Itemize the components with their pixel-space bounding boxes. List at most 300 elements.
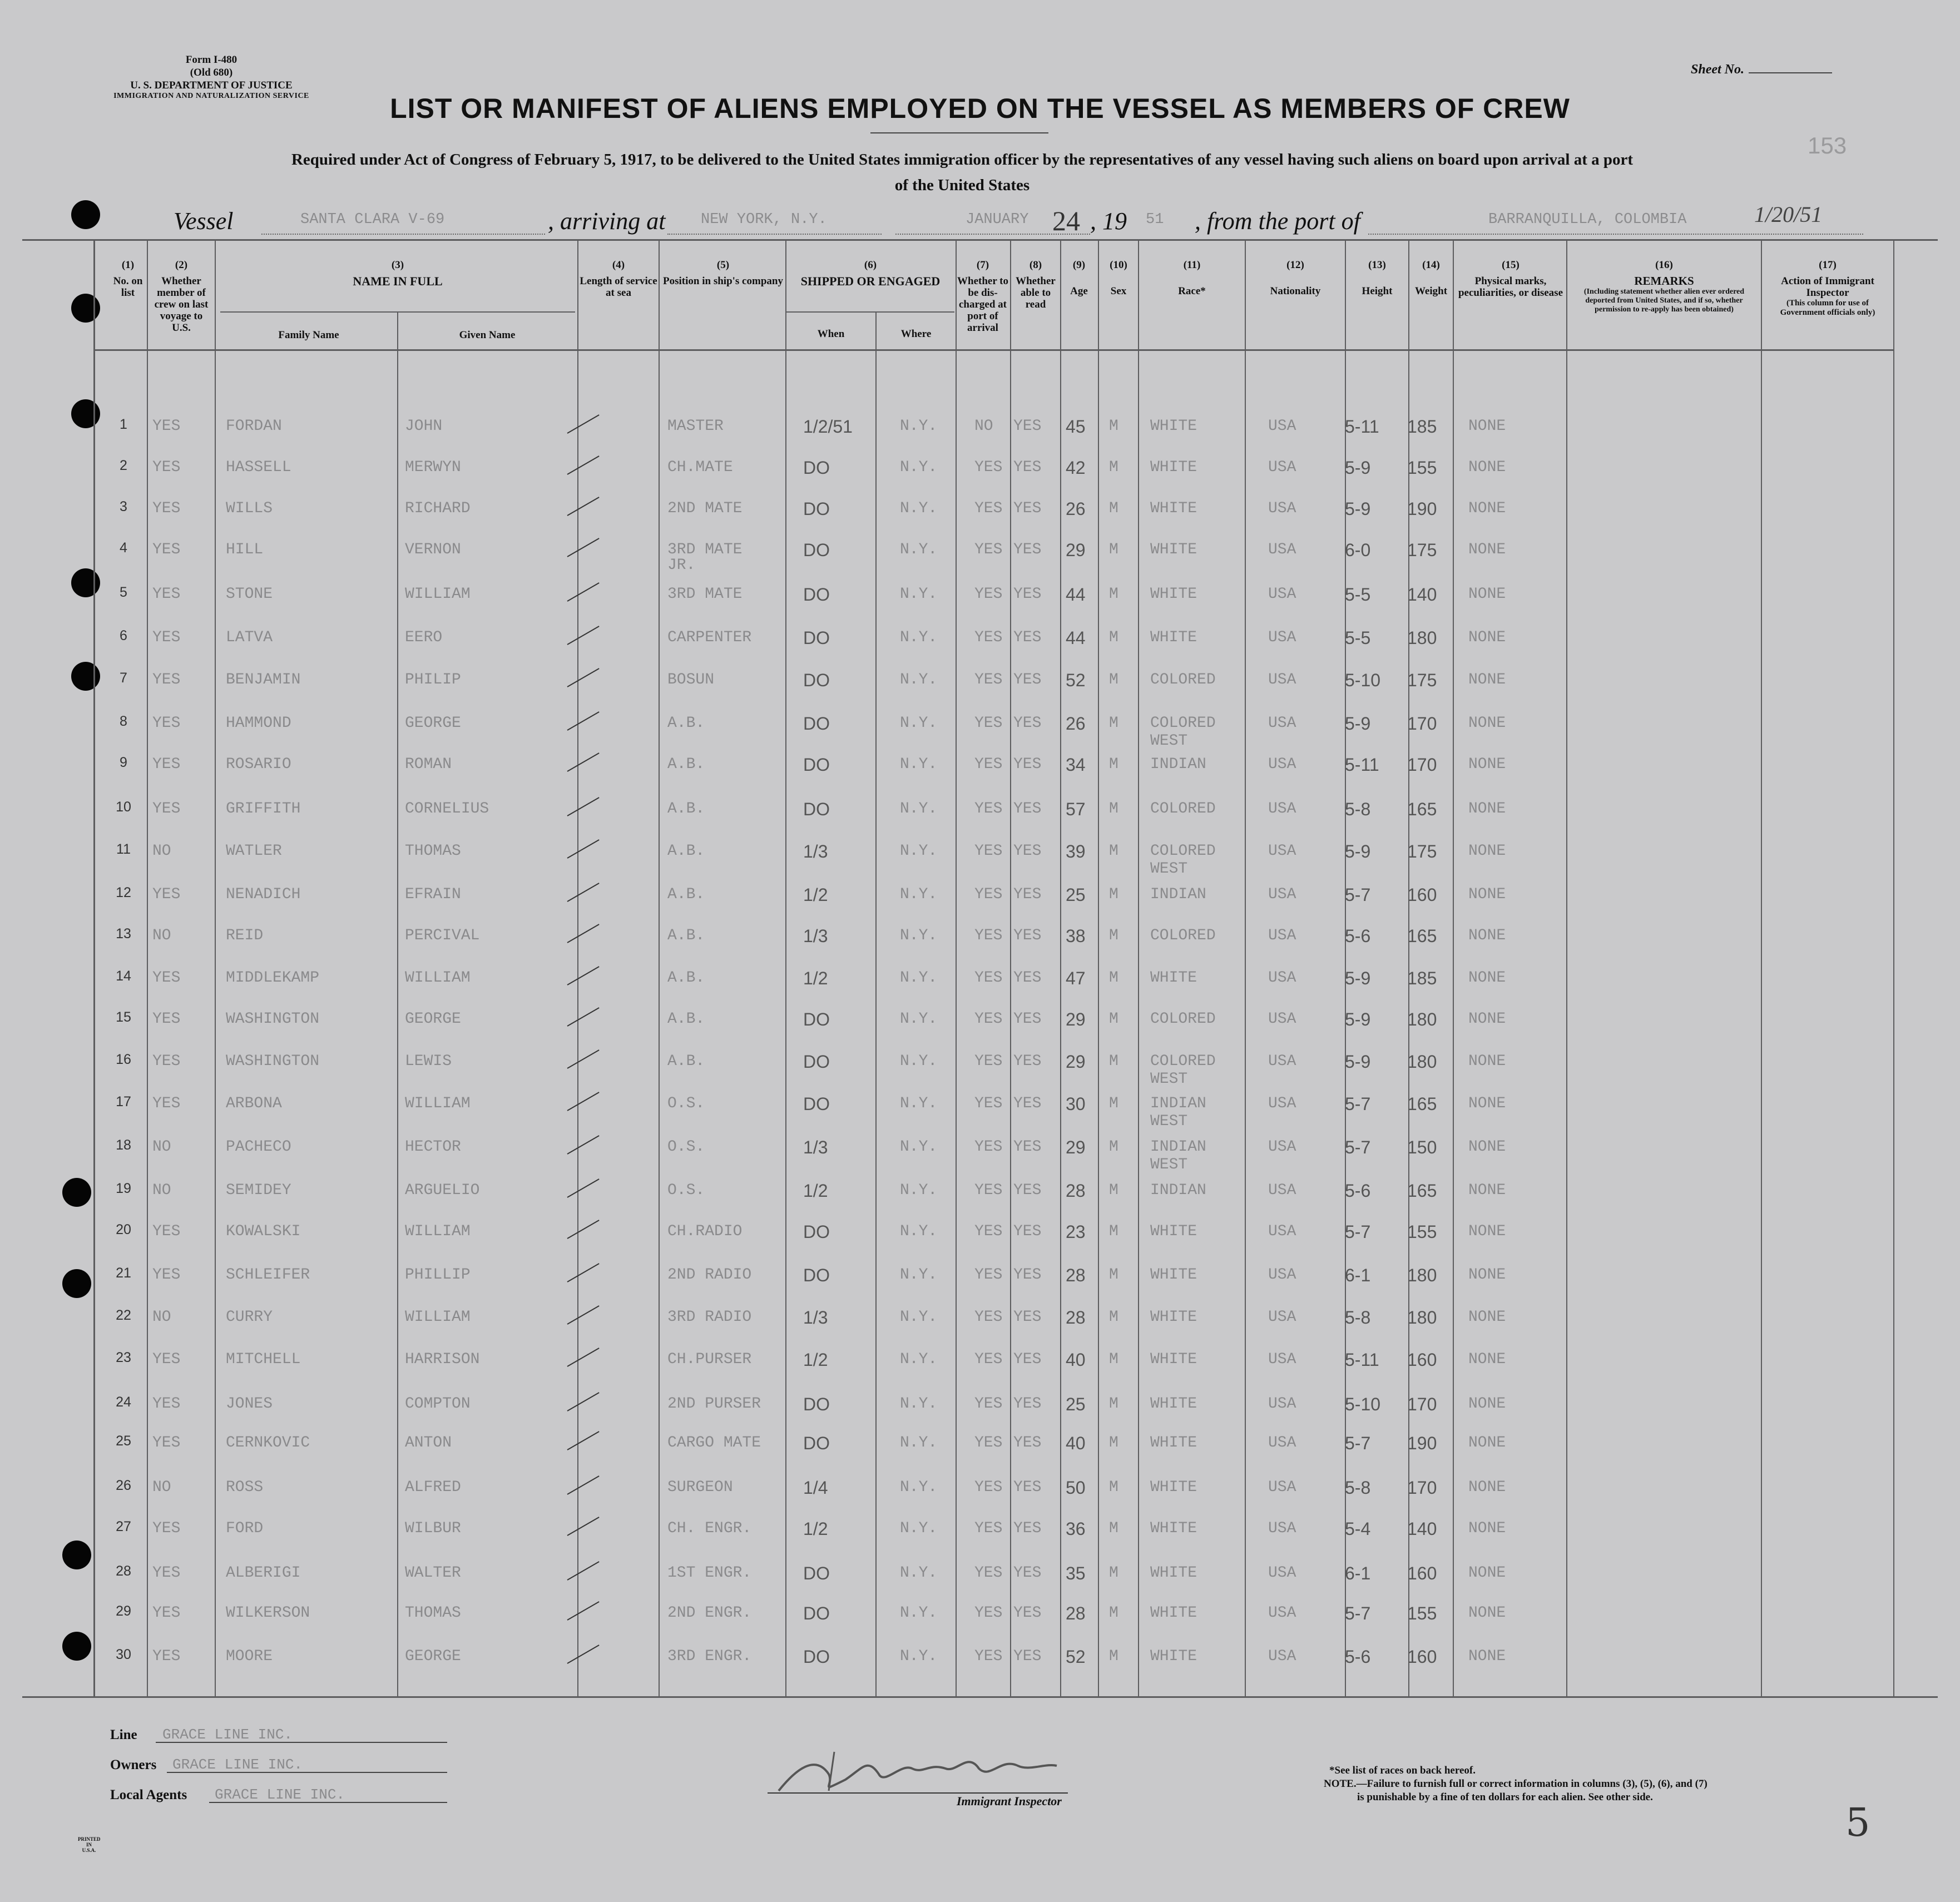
nationality-cell: USA — [1268, 1479, 1296, 1496]
date-underline — [895, 234, 1090, 235]
race-cell: WHITE — [1150, 1479, 1197, 1496]
page-number-mark: 5 — [1845, 1800, 1870, 1845]
able-to-read-cell: YES — [1013, 1223, 1042, 1240]
sex-cell: M — [1109, 1351, 1118, 1368]
family-name-cell: WILKERSON — [226, 1604, 310, 1622]
age-cell: 35 — [1066, 1563, 1086, 1583]
weight-cell: 185 — [1407, 417, 1437, 437]
subtitle-line-1: Required under Act of Congress of February 5, 1917, to be delivered to the United States immigration officer by the representatives of any vessel having such aliens on board upon arrival at a port — [291, 151, 1634, 169]
sex-cell: M — [1109, 756, 1118, 773]
able-to-read-cell: YES — [1013, 1479, 1042, 1496]
able-to-read-cell: YES — [1013, 1604, 1042, 1622]
header-number: (17) — [1819, 259, 1837, 271]
age-cell: 50 — [1066, 1478, 1086, 1498]
vessel-underline — [261, 234, 545, 235]
age-cell: 52 — [1066, 1647, 1086, 1667]
shipped-where-cell: N.Y. — [900, 1053, 938, 1070]
given-name-cell: RICHARD — [405, 500, 471, 517]
family-name-cell: ROSS — [226, 1479, 264, 1496]
height-cell: 5-5 — [1345, 585, 1371, 605]
position-cell: A.B. — [667, 800, 705, 818]
discharged-cell: YES — [974, 1564, 1003, 1582]
height-cell: 5-7 — [1345, 1603, 1371, 1623]
race-cell: INDIAN — [1150, 756, 1206, 773]
able-to-read-cell: YES — [1013, 800, 1042, 818]
discharged-cell: YES — [974, 1309, 1003, 1326]
header-physical-marks — [1456, 259, 1565, 299]
age-cell: 26 — [1066, 714, 1086, 734]
position-cell-line2: JR. — [667, 557, 696, 574]
position-cell: 1ST ENGR. — [667, 1564, 752, 1582]
header-nationality — [1246, 259, 1345, 297]
table-bottom-rule — [22, 1696, 1938, 1698]
row-number-cell: 6 — [120, 628, 127, 643]
physical-marks-cell: NONE — [1468, 1434, 1506, 1452]
discharged-cell: YES — [974, 1138, 1003, 1156]
last-voyage-cell: NO — [152, 1182, 171, 1199]
year-label: , 19 — [1090, 207, 1127, 235]
family-name-cell: HASSELL — [226, 459, 291, 476]
height-cell: 5-7 — [1345, 1222, 1371, 1242]
position-cell: A.B. — [667, 886, 705, 903]
length-of-service-tick — [567, 752, 600, 772]
departure-date: 1/20/51 — [1754, 202, 1823, 227]
physical-marks-cell: NONE — [1468, 800, 1506, 818]
physical-marks-cell: NONE — [1468, 1223, 1506, 1240]
footnote-races: *See list of races on back hereof. — [1329, 1765, 1476, 1776]
family-name-cell: REID — [226, 927, 264, 944]
height-cell: 5-8 — [1345, 1307, 1371, 1328]
header-text: Race* — [1178, 285, 1206, 297]
weight-cell: 140 — [1407, 585, 1437, 605]
column-divider — [1566, 239, 1567, 1697]
nationality-cell: USA — [1268, 1604, 1296, 1622]
row-number-cell: 12 — [116, 885, 131, 900]
header-when: When — [817, 328, 845, 340]
nationality-cell: USA — [1268, 671, 1296, 689]
weight-cell: 165 — [1407, 926, 1437, 946]
last-voyage-cell: YES — [152, 886, 181, 903]
race-cell: WHITE — [1150, 629, 1197, 646]
row-number-cell: 26 — [116, 1478, 131, 1493]
nationality-cell: USA — [1268, 927, 1296, 944]
height-cell: 5-7 — [1345, 1137, 1371, 1157]
position-cell: O.S. — [667, 1182, 705, 1199]
header-age — [1061, 259, 1097, 297]
weight-cell: 180 — [1407, 1265, 1437, 1285]
discharged-cell: YES — [974, 500, 1003, 517]
given-name-cell: PERCIVAL — [405, 927, 480, 944]
last-voyage-cell: YES — [152, 1053, 181, 1070]
header-number: (15) — [1502, 259, 1520, 271]
length-of-service-tick — [567, 1645, 600, 1664]
header-remarks-note: (Including statement whether alien ever ordered deported from United States, and if so, whether permission to re-apply has been obtained) — [1583, 288, 1745, 314]
age-cell: 28 — [1066, 1181, 1086, 1201]
shipped-where-cell: N.Y. — [900, 1564, 938, 1582]
shipped-when-cell: DO — [803, 1265, 830, 1285]
last-voyage-cell: NO — [152, 1309, 171, 1326]
weight-cell: 170 — [1407, 755, 1437, 775]
race-cell: WHITE — [1150, 418, 1197, 435]
age-cell: 29 — [1066, 1137, 1086, 1157]
voyage-line — [0, 202, 1960, 240]
length-of-service-tick — [567, 1517, 600, 1536]
sex-cell: M — [1109, 418, 1118, 435]
last-voyage-cell: YES — [152, 459, 181, 476]
nationality-cell: USA — [1268, 418, 1296, 435]
physical-marks-cell: NONE — [1468, 843, 1506, 860]
weight-cell: 155 — [1407, 1222, 1437, 1242]
nationality-cell: USA — [1268, 541, 1296, 558]
row-number-cell: 11 — [116, 841, 131, 857]
sex-cell: M — [1109, 715, 1118, 732]
sex-cell: M — [1109, 1266, 1118, 1284]
able-to-read-cell: YES — [1013, 1434, 1042, 1452]
given-name-cell: THOMAS — [405, 1604, 461, 1622]
physical-marks-cell: NONE — [1468, 1648, 1506, 1665]
family-name-cell: STONE — [226, 586, 273, 603]
length-of-service-tick — [567, 924, 600, 943]
family-name-cell: HILL — [226, 541, 264, 558]
discharged-cell: YES — [974, 541, 1003, 558]
height-cell: 5-6 — [1345, 926, 1371, 946]
header-given-name: Given Name — [459, 329, 516, 341]
position-cell: 3RD MATE — [667, 541, 743, 558]
length-of-service-tick — [567, 883, 600, 902]
sex-cell: M — [1109, 1182, 1118, 1199]
family-name-cell: PACHECO — [226, 1138, 291, 1156]
family-name-cell: LATVA — [226, 629, 273, 646]
height-cell: 5-11 — [1345, 417, 1379, 437]
header-text: No. on list — [113, 275, 143, 299]
binder-hole — [71, 568, 100, 597]
departure-port: BARRANQUILLA, COLOMBIA — [1488, 211, 1687, 228]
nationality-cell: USA — [1268, 843, 1296, 860]
weight-cell: 155 — [1407, 1603, 1437, 1623]
length-of-service-tick — [567, 1561, 600, 1581]
last-voyage-cell: YES — [152, 1266, 181, 1284]
sex-cell: M — [1109, 541, 1118, 558]
weight-cell: 155 — [1407, 458, 1437, 478]
row-number-cell: 7 — [120, 670, 127, 686]
given-name-cell: THOMAS — [405, 843, 461, 860]
weight-cell: 175 — [1407, 540, 1437, 560]
row-number-cell: 21 — [116, 1265, 131, 1281]
shipped-when-cell: 1/2 — [803, 885, 828, 905]
position-cell: CARGO MATE — [667, 1434, 761, 1452]
family-name-cell: JONES — [226, 1395, 273, 1413]
column-divider — [397, 311, 398, 1697]
page-title: LIST OR MANIFEST OF ALIENS EMPLOYED ON THE VESSEL AS MEMBERS OF CREW — [390, 93, 1570, 124]
header-text: Nationality — [1270, 285, 1321, 297]
header-text: Position in ship's company — [663, 275, 783, 287]
physical-marks-cell: NONE — [1468, 927, 1506, 944]
given-name-cell: CORNELIUS — [405, 800, 489, 818]
shipped-when-cell: 1/2 — [803, 1350, 828, 1370]
position-cell: A.B. — [667, 1011, 705, 1028]
height-cell: 6-1 — [1345, 1265, 1371, 1285]
height-cell: 5-6 — [1345, 1647, 1371, 1667]
discharged-cell: YES — [974, 1648, 1003, 1665]
nationality-cell: USA — [1268, 586, 1296, 603]
shipped-where-cell: N.Y. — [900, 1351, 938, 1368]
family-name-cell: HAMMOND — [226, 715, 291, 732]
able-to-read-cell: YES — [1013, 1182, 1042, 1199]
height-cell: 5-6 — [1345, 1181, 1371, 1201]
family-name-cell: NENADICH — [226, 886, 301, 903]
discharged-cell: YES — [974, 1434, 1003, 1452]
shipped-where-cell: N.Y. — [900, 715, 938, 732]
sheet-number — [1691, 62, 1832, 77]
printed-in-usa-mark — [78, 1836, 100, 1853]
physical-marks-cell: NONE — [1468, 1309, 1506, 1326]
sex-cell: M — [1109, 1138, 1118, 1156]
last-voyage-cell: YES — [152, 1648, 181, 1665]
row-number-cell: 15 — [116, 1009, 131, 1025]
race-cell: WHITE — [1150, 459, 1197, 476]
physical-marks-cell: NONE — [1468, 1395, 1506, 1413]
local-agents-underline — [209, 1802, 447, 1803]
arriving-underline — [667, 234, 882, 235]
shipped-where-cell: N.Y. — [900, 1520, 938, 1537]
length-of-service-tick — [567, 1049, 600, 1069]
given-name-cell: WILBUR — [405, 1520, 461, 1537]
position-cell: A.B. — [667, 715, 705, 732]
last-voyage-cell: YES — [152, 671, 181, 689]
discharged-cell: YES — [974, 756, 1003, 773]
family-name-cell: SCHLEIFER — [226, 1266, 310, 1284]
able-to-read-cell: YES — [1013, 671, 1042, 689]
line-label: Line — [110, 1727, 137, 1742]
printed-country-label: U.S.A. — [82, 1847, 96, 1853]
position-cell: CH. ENGR. — [667, 1520, 752, 1537]
length-of-service-tick — [567, 414, 600, 434]
weight-cell: 175 — [1407, 841, 1437, 861]
row-number-cell: 23 — [116, 1350, 131, 1365]
last-voyage-cell: YES — [152, 1520, 181, 1537]
physical-marks-cell: NONE — [1468, 1095, 1506, 1112]
able-to-read-cell: YES — [1013, 886, 1042, 903]
weight-cell: 160 — [1407, 1563, 1437, 1583]
row-number-cell: 16 — [116, 1052, 131, 1067]
discharged-cell: YES — [974, 1011, 1003, 1028]
physical-marks-cell: NONE — [1468, 1604, 1506, 1622]
shipped-where-cell: N.Y. — [900, 418, 938, 435]
discharged-cell: YES — [974, 1520, 1003, 1537]
position-cell: CH.RADIO — [667, 1223, 743, 1240]
row-number-cell: 4 — [120, 540, 127, 556]
local-agents-value: GRACE LINE INC. — [215, 1786, 345, 1803]
sheet-label: Sheet No. — [1691, 62, 1744, 77]
column-divider — [659, 239, 660, 1697]
age-cell: 25 — [1066, 885, 1086, 905]
shipped-where-cell: N.Y. — [900, 1266, 938, 1284]
race-cell: WHITE — [1150, 1564, 1197, 1582]
race-cell-line2: WEST — [1150, 860, 1188, 878]
shipped-when-cell: 1/3 — [803, 1307, 828, 1328]
position-cell: A.B. — [667, 843, 705, 860]
race-cell: WHITE — [1150, 1309, 1197, 1326]
shipped-when-cell: DO — [803, 458, 830, 478]
header-shipped-or-engaged — [786, 259, 954, 287]
physical-marks-cell: NONE — [1468, 500, 1506, 517]
page-stamp: 153 — [1808, 132, 1847, 158]
able-to-read-cell: YES — [1013, 1011, 1042, 1028]
weight-cell: 180 — [1407, 1052, 1437, 1072]
shipped-where-cell: N.Y. — [900, 843, 938, 860]
last-voyage-cell: YES — [152, 1564, 181, 1582]
nationality-cell: USA — [1268, 1520, 1296, 1537]
footnote — [1324, 1764, 1791, 1804]
header-number: (6) — [864, 259, 877, 271]
position-cell: O.S. — [667, 1095, 705, 1112]
position-cell: 2ND RADIO — [667, 1266, 752, 1284]
shipped-when-cell: 1/2 — [803, 1181, 828, 1201]
last-voyage-cell: NO — [152, 1138, 171, 1156]
age-cell: 57 — [1066, 799, 1086, 819]
given-name-cell: WALTER — [405, 1564, 461, 1582]
row-number-cell: 24 — [116, 1394, 131, 1410]
length-of-service-tick — [567, 626, 600, 645]
header-number: (10) — [1110, 259, 1127, 271]
length-of-service-tick — [567, 1178, 600, 1198]
discharged-cell: YES — [974, 1266, 1003, 1284]
length-of-service-tick — [567, 582, 600, 602]
row-number-cell: 18 — [116, 1137, 131, 1153]
shipped-when-cell: 1/4 — [803, 1478, 828, 1498]
arrival-month: JANUARY — [966, 211, 1029, 228]
form-number: Form I-480 — [185, 54, 237, 66]
discharged-cell: NO — [974, 418, 993, 435]
header-number: (13) — [1368, 259, 1386, 271]
form-old-number: (Old 680) — [190, 67, 233, 78]
nationality-cell: USA — [1268, 500, 1296, 517]
header-number: (11) — [1183, 259, 1201, 271]
race-cell-line2: WEST — [1150, 1113, 1188, 1130]
column-divider — [577, 239, 578, 1697]
weight-cell: 140 — [1407, 1519, 1437, 1539]
sex-cell: M — [1109, 1434, 1118, 1452]
weight-cell: 150 — [1407, 1137, 1437, 1157]
sex-cell: M — [1109, 886, 1118, 903]
discharged-cell: YES — [974, 1479, 1003, 1496]
height-cell: 5-11 — [1345, 755, 1379, 775]
given-name-cell: ANTON — [405, 1434, 452, 1452]
table-header-rule — [95, 349, 1894, 351]
age-cell: 47 — [1066, 968, 1086, 988]
binder-hole — [62, 1632, 91, 1661]
length-of-service-tick — [567, 1348, 600, 1367]
position-cell: 3RD RADIO — [667, 1309, 752, 1326]
last-voyage-cell: YES — [152, 800, 181, 818]
binder-hole — [62, 1269, 91, 1298]
header-text: NAME IN FULL — [353, 274, 443, 288]
position-cell: BOSUN — [667, 671, 715, 689]
sex-cell: M — [1109, 1053, 1118, 1070]
header-text: Weight — [1414, 285, 1448, 297]
footnote-penalty-cont: is punishable by a fine of ten dollars for each alien. See other side. — [1357, 1791, 1653, 1803]
row-number-cell: 22 — [116, 1307, 131, 1323]
family-name-cell: BENJAMIN — [226, 671, 301, 689]
owners-label: Owners — [110, 1757, 157, 1772]
position-cell: 2ND PURSER — [667, 1395, 761, 1413]
header-weight — [1409, 259, 1453, 297]
header-text: Sex — [1110, 285, 1127, 297]
last-voyage-cell: YES — [152, 1351, 181, 1368]
family-name-cell: ARBONA — [226, 1095, 282, 1112]
column-divider — [1245, 239, 1246, 1697]
shipped-when-cell: DO — [803, 670, 830, 690]
race-cell: WHITE — [1150, 1223, 1197, 1240]
weight-cell: 160 — [1407, 885, 1437, 905]
nationality-cell: USA — [1268, 715, 1296, 732]
nationality-cell: USA — [1268, 886, 1296, 903]
line-value: GRACE LINE INC. — [162, 1726, 293, 1743]
sheet-number-line — [1749, 72, 1832, 73]
race-cell-line2: WEST — [1150, 1156, 1188, 1173]
able-to-read-cell: YES — [1013, 1266, 1042, 1284]
position-cell: SURGEON — [667, 1479, 733, 1496]
header-action-of-inspector — [1763, 259, 1892, 318]
length-of-service-tick — [567, 711, 600, 731]
shipped-where-cell: N.Y. — [900, 629, 938, 646]
column-divider — [1098, 239, 1099, 1697]
position-cell: 3RD MATE — [667, 586, 743, 603]
row-number-cell: 29 — [116, 1603, 131, 1619]
sex-cell: M — [1109, 1095, 1118, 1112]
height-cell: 5-7 — [1345, 885, 1371, 905]
header-family-name: Family Name — [278, 329, 339, 341]
race-cell: WHITE — [1150, 1434, 1197, 1452]
height-cell: 6-1 — [1345, 1563, 1371, 1583]
age-cell: 34 — [1066, 755, 1086, 775]
shipped-where-cell: N.Y. — [900, 1395, 938, 1413]
header-race — [1139, 259, 1245, 297]
family-name-cell: WILLS — [226, 500, 273, 517]
height-cell: 5-9 — [1345, 1009, 1371, 1029]
discharged-cell: YES — [974, 927, 1003, 944]
shipped-when-cell: DO — [803, 540, 830, 560]
column-divider — [1761, 239, 1762, 1697]
column-divider — [93, 239, 95, 1697]
nationality-cell: USA — [1268, 1648, 1296, 1665]
from-port-label: , from the port of — [1195, 207, 1360, 235]
weight-cell: 190 — [1407, 1433, 1437, 1453]
shipped-when-cell: DO — [803, 499, 830, 519]
row-number-cell: 20 — [116, 1222, 131, 1237]
age-cell: 23 — [1066, 1222, 1086, 1242]
given-name-cell: ALFRED — [405, 1479, 461, 1496]
last-voyage-cell: NO — [152, 927, 171, 944]
age-cell: 30 — [1066, 1094, 1086, 1114]
family-name-cell: FORD — [226, 1520, 264, 1537]
header-position — [662, 259, 784, 287]
discharged-cell: YES — [974, 1095, 1003, 1112]
length-of-service-tick — [567, 668, 600, 687]
binder-hole — [71, 662, 100, 691]
header-number: (14) — [1422, 259, 1440, 271]
column-divider — [1138, 239, 1139, 1697]
height-cell: 5-5 — [1345, 628, 1371, 648]
header-number: (16) — [1655, 259, 1673, 271]
row-number-cell: 27 — [116, 1519, 131, 1534]
column-divider — [785, 239, 786, 1697]
nationality-cell: USA — [1268, 756, 1296, 773]
column-divider — [1893, 239, 1894, 1697]
discharged-cell: YES — [974, 886, 1003, 903]
sex-cell: M — [1109, 586, 1118, 603]
subtitle-line-2: of the United States — [894, 176, 1030, 194]
